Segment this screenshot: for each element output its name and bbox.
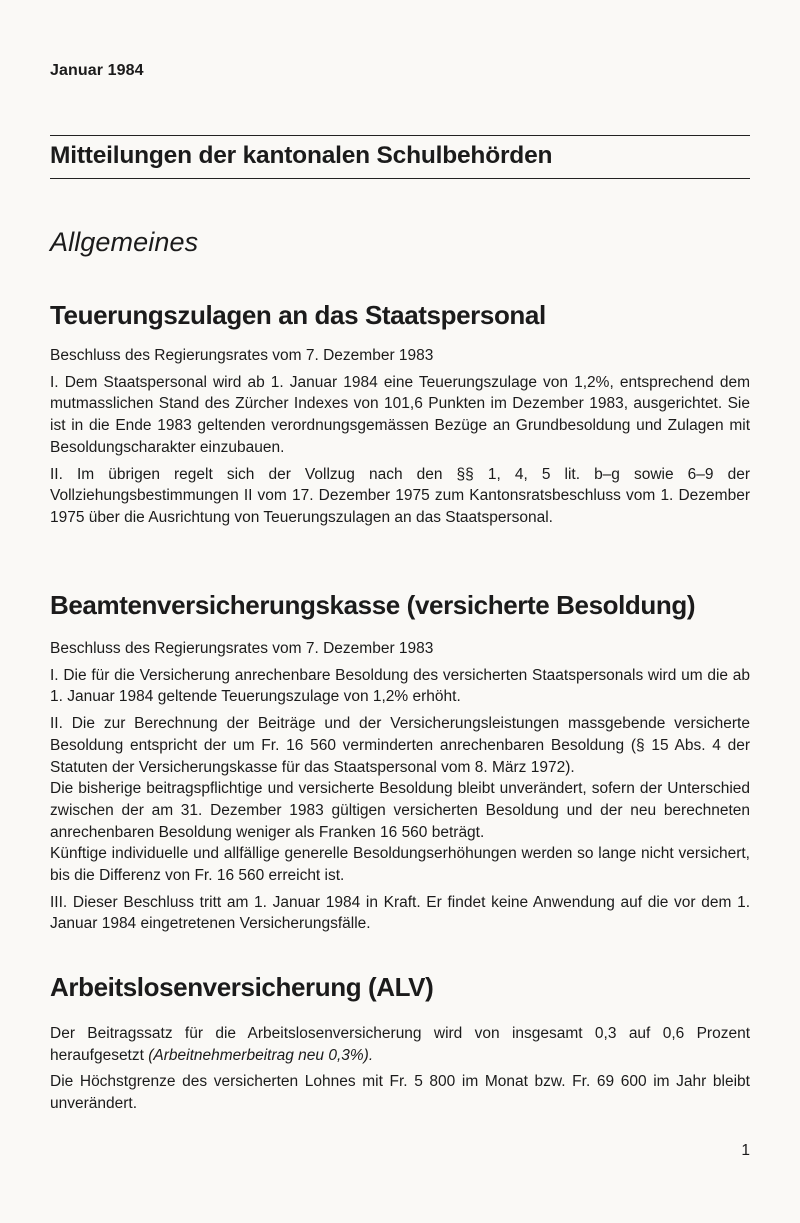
section-label: Allgemeines — [50, 227, 199, 257]
article-body-arbeitslosenversicherung — [50, 1023, 750, 1115]
article-body-beamtenversicherungskasse — [50, 638, 750, 935]
masthead-rule-bottom — [50, 178, 750, 179]
article-title-arbeitslosenversicherung: Arbeitslosenversicherung (ALV) — [50, 972, 434, 1002]
article-title-teuerungszulagen: Teuerungszulagen an das Staatspersonal — [50, 300, 546, 330]
paragraph-text: Der Beitragssatz für die Arbeitslosenversicherung wird von insgesamt 0,3 auf 0,6 Prozent heraufgesetzt — [50, 1025, 750, 1064]
article-title-beamtenversicherungskasse: Beamtenversicherungskasse (versicherte Besoldung) — [50, 590, 696, 620]
paragraph: III. Dieser Beschluss tritt am 1. Januar 1984 in Kraft. Er findet keine Anwendung auf die vor dem 1. Januar 1984 eingetretenen Versicherungsfälle. — [50, 893, 750, 933]
decision-line: Beschluss des Regierungsrates vom 7. Dezember 1983 — [50, 640, 434, 657]
paragraph-italic-note: (Arbeitnehmerbeitrag neu 0,3%). — [148, 1046, 374, 1064]
paragraph: II. Im übrigen regelt sich der Vollzug nach den §§ 1, 4, 5 lit. b–g sowie 6–9 der Vollziehungsbestimmungen II vom 17. Dezember 1975 zum Kantonsratsbeschluss vom 1. Dezember 1975 über die Ausrichtung von Teuerungszulagen an das Staatspersonal. — [50, 465, 750, 526]
paragraph: Künftige individuelle und allfällige generelle Besoldungserhöhungen werden so lange nicht versichert, bis die Differenz von Fr. 16 560 erreicht ist. — [50, 845, 750, 885]
decision-line: Beschluss des Regierungsrates vom 7. Dezember 1983 — [50, 347, 434, 364]
paragraph: I. Dem Staatspersonal wird ab 1. Januar 1984 eine Teuerungszulage von 1,2%, entsprechend dem mutmasslichen Stand des Zürcher Indexes von 101,6 Punkten im Dezember 1983, ausgerichtet. Sie ist in die Ende 1983 geltenden verordnungsgemässen Bezüge an Grundbesoldung und Zulagen mit Besoldungscharakter einzubauen. — [50, 373, 750, 456]
page-number: 1 — [741, 1142, 750, 1159]
paragraph — [50, 1023, 750, 1066]
paragraph: Die Höchstgrenze des versicherten Lohnes mit Fr. 5 800 im Monat bzw. Fr. 69 600 im Jahr bleibt unverändert. — [50, 1073, 750, 1113]
paragraph: Die bisherige beitragspflichtige und versicherte Besoldung bleibt unverändert, sofern der Unterschied zwischen der am 31. Dezember 1983 gültigen versicherten Besoldung und der neu berechneten anrechenbaren Besoldung weniger als Franken 16 560 beträgt. — [50, 780, 750, 841]
article-body-teuerungszulagen — [50, 345, 750, 529]
running-head: Januar 1984 — [50, 62, 144, 79]
paragraph: I. Die für die Versicherung anrechenbare Besoldung des versicherten Staatspersonals wird um die ab 1. Januar 1984 geltende Teuerungszulage von 1,2% erhöht. — [50, 666, 750, 706]
masthead-title: Mitteilungen der kantonalen Schulbehörden — [50, 142, 553, 169]
paragraph: II. Die zur Berechnung der Beiträge und der Versicherungsleistungen massgebende versicherte Besoldung entspricht der um Fr. 16 560 verminderten anrechenbaren Besoldung (§ 15 Abs. 4 der Statuten der Versicherungskasse für das Staatspersonal vom 8. März 1972). — [50, 715, 750, 776]
document-page — [50, 0, 750, 1223]
masthead-rule-top — [50, 135, 750, 136]
